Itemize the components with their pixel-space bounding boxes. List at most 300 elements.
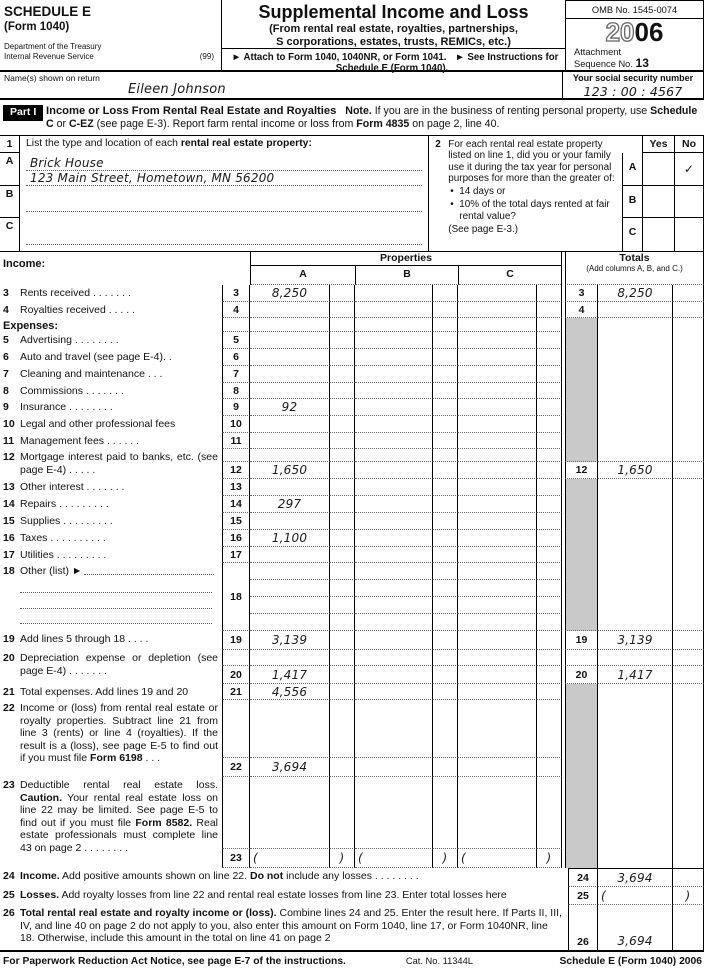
amount-cell-b[interactable] xyxy=(355,700,433,758)
amount-cell-b[interactable] xyxy=(355,366,433,383)
amount-cell-b[interactable] xyxy=(355,462,433,479)
name-input[interactable]: Eileen Johnson xyxy=(128,82,226,97)
amount-cell-bc[interactable] xyxy=(433,285,458,302)
amount-cell-a[interactable] xyxy=(250,650,330,666)
amount-cell-c[interactable] xyxy=(458,650,537,666)
amount-cell-ac[interactable] xyxy=(330,302,355,318)
amount-cell-cc[interactable] xyxy=(537,349,562,366)
amount-cell-cc[interactable] xyxy=(537,700,562,758)
amount-cell-b[interactable] xyxy=(355,349,433,366)
amount-cell-b[interactable] xyxy=(355,563,433,580)
amount-cell-b[interactable] xyxy=(355,758,433,777)
totals-cents[interactable] xyxy=(673,758,704,777)
line-label: 3 Rents received . . . . . . . xyxy=(3,287,131,299)
totals-line-number xyxy=(565,399,598,416)
totals-cents[interactable] xyxy=(673,332,704,349)
amount-cell-c[interactable] xyxy=(458,399,537,416)
amount-cell-a[interactable] xyxy=(250,580,330,597)
amount-cell-a[interactable] xyxy=(250,700,330,758)
amount-cell-cc[interactable] xyxy=(537,650,562,666)
amount-cell-a[interactable]: 4,556 xyxy=(250,684,330,700)
amount-cell-bc[interactable] xyxy=(433,777,458,849)
amount-cell-cc[interactable] xyxy=(537,513,562,530)
totals-amount[interactable]: 1,650 xyxy=(598,462,673,479)
amount-cell-cc[interactable] xyxy=(537,399,562,416)
property-c-no-box[interactable] xyxy=(674,218,703,251)
amount-cell-a[interactable] xyxy=(250,349,330,366)
totals-cents[interactable] xyxy=(673,479,704,496)
amount-cell-a[interactable] xyxy=(250,416,330,433)
amount-cell-ac[interactable] xyxy=(330,285,355,302)
line-label: 25 Losses. Add royalty losses from line 22 and rental real estate losses from line 23. Enter total losses here xyxy=(3,889,507,901)
line-11-row xyxy=(0,433,704,449)
amount-cell-bc[interactable] xyxy=(433,349,458,366)
amount-cell-bc[interactable] xyxy=(433,684,458,700)
amount-cell-b[interactable] xyxy=(355,530,433,547)
amount-cell-c[interactable] xyxy=(458,700,537,758)
totals-amount[interactable] xyxy=(598,416,673,433)
totals-amount[interactable] xyxy=(598,366,673,383)
amount-cell-a[interactable] xyxy=(250,479,330,496)
amount-cell-cc[interactable] xyxy=(537,318,562,332)
amount-cell-a[interactable]: 1,650 xyxy=(250,462,330,479)
line2-number: 2 xyxy=(435,139,441,150)
amount-cell-b[interactable] xyxy=(355,684,433,700)
amount-cell-ac[interactable] xyxy=(330,614,355,631)
amount-cell-bc[interactable] xyxy=(433,563,458,580)
amount-cell-bc[interactable] xyxy=(433,547,458,563)
totals-line-number: 25 xyxy=(568,887,598,905)
amount-cell-a[interactable] xyxy=(250,302,330,318)
amount-cell-b[interactable] xyxy=(355,318,433,332)
totals-line-number xyxy=(565,758,598,777)
property-c-letter: C xyxy=(0,218,20,251)
amount-cell-c[interactable] xyxy=(458,383,537,399)
amount-cell-b[interactable] xyxy=(355,547,433,563)
amount-cell-bc[interactable] xyxy=(433,700,458,758)
amount-cell-b[interactable] xyxy=(355,597,433,614)
line-12-row xyxy=(0,449,704,479)
amount-cell-b[interactable] xyxy=(355,777,433,849)
amount-cell-ac[interactable] xyxy=(330,513,355,530)
amount-cell-c[interactable] xyxy=(458,433,537,449)
totals-cents[interactable] xyxy=(673,366,704,383)
amount-cell-b[interactable]: ( xyxy=(355,849,433,868)
line-label: 21 Total expenses. Add lines 19 and 20 xyxy=(3,686,189,698)
amount-cell-cc[interactable] xyxy=(537,777,562,849)
amount-cell-ac[interactable] xyxy=(330,547,355,563)
totals-cents[interactable] xyxy=(673,462,704,479)
amount-cell-ac[interactable] xyxy=(330,496,355,513)
amount-cell-bc[interactable] xyxy=(433,496,458,513)
other-list-field[interactable] xyxy=(20,593,212,609)
amount-cell-bc[interactable] xyxy=(433,597,458,614)
amount-cell-a[interactable] xyxy=(250,547,330,563)
totals-cents[interactable] xyxy=(673,700,704,758)
title-block xyxy=(222,0,565,74)
amount-cell-c[interactable] xyxy=(458,285,537,302)
amount-cell-c[interactable] xyxy=(458,479,537,496)
amount-cell-b[interactable] xyxy=(355,383,433,399)
amount-cell-b[interactable] xyxy=(355,332,433,349)
totals-amount[interactable] xyxy=(598,479,673,496)
amount-cell-a[interactable]: 3,694 xyxy=(250,758,330,777)
other-list-field[interactable] xyxy=(20,578,212,594)
amount-cell-c[interactable] xyxy=(458,449,537,462)
expenses-section-row xyxy=(0,318,704,332)
amount-cell-c[interactable]: ( xyxy=(458,849,537,868)
amount-cell-cc[interactable] xyxy=(537,758,562,777)
totals-amount[interactable]: 3,139 xyxy=(598,631,673,650)
form-subtitle-1: (From rental real estate, royalties, partnerships, xyxy=(269,23,518,35)
amount-cell-cc[interactable] xyxy=(537,462,562,479)
line-number-cell xyxy=(222,449,250,462)
amount-cell-a[interactable] xyxy=(250,332,330,349)
amount-cell-cc[interactable]: ) xyxy=(537,849,562,868)
totals-line-number: 12 xyxy=(565,462,598,479)
amount-cell-b[interactable] xyxy=(355,285,433,302)
amount-cell-b[interactable] xyxy=(355,513,433,530)
totals-amount[interactable] xyxy=(598,700,673,758)
amount-cell-b[interactable] xyxy=(355,399,433,416)
totals-cents[interactable] xyxy=(673,905,704,950)
totals-cents[interactable] xyxy=(673,349,704,366)
amount-cell-c[interactable] xyxy=(458,666,537,684)
amount-cell-a[interactable] xyxy=(250,318,330,332)
line2-bullet-1: 14 days or xyxy=(459,186,506,198)
amount-cell-cc[interactable] xyxy=(537,383,562,399)
amount-cell-cc[interactable] xyxy=(537,614,562,631)
amount-cell-a[interactable] xyxy=(250,614,330,631)
line-number-cell: 5 xyxy=(222,332,250,349)
amount-cell-ac[interactable] xyxy=(330,462,355,479)
property-b-field[interactable] xyxy=(26,197,422,212)
amount-cell-cc[interactable] xyxy=(537,302,562,318)
totals-cents[interactable] xyxy=(673,650,704,666)
amount-cell-b[interactable] xyxy=(355,449,433,462)
line-number-cell: 20 xyxy=(222,666,250,684)
other-list-field[interactable] xyxy=(84,565,214,575)
line2-bullet-2: 10% of the total days rented at fair rental value? xyxy=(459,199,610,222)
amount-cell-bc[interactable] xyxy=(433,650,458,666)
amount-cell-bc[interactable] xyxy=(433,631,458,650)
amount-cell-cc[interactable] xyxy=(537,631,562,650)
totals-cents[interactable] xyxy=(673,563,704,631)
totals-cents[interactable] xyxy=(673,449,704,462)
line-10-row xyxy=(0,416,704,433)
amount-cell-a[interactable] xyxy=(250,513,330,530)
amount-cell-cc[interactable] xyxy=(537,479,562,496)
amount-cell-bc[interactable] xyxy=(433,758,458,777)
amount-cell-c[interactable] xyxy=(458,366,537,383)
amount-cell-b[interactable] xyxy=(355,614,433,631)
part1-title: Income or Loss From Rental Real Estate and Royalties xyxy=(46,105,337,117)
amount-cell-bc[interactable] xyxy=(433,462,458,479)
totals-amount[interactable] xyxy=(598,383,673,399)
answer-c-letter: C xyxy=(622,218,642,251)
totals-amount[interactable] xyxy=(598,530,673,547)
amount-cell-cc[interactable] xyxy=(537,416,562,433)
totals-cents[interactable] xyxy=(673,530,704,547)
totals-amount[interactable] xyxy=(598,349,673,366)
amount-cell-b[interactable] xyxy=(355,479,433,496)
amount-cell-a[interactable]: 8,250 xyxy=(250,285,330,302)
amount-cell-c[interactable] xyxy=(458,597,537,614)
amount-cell-c[interactable] xyxy=(458,777,537,849)
no-column-header: No xyxy=(674,136,703,153)
totals-amount[interactable] xyxy=(598,399,673,416)
line-3-row xyxy=(0,285,704,302)
amount-cell-a[interactable]: 3,139 xyxy=(250,631,330,650)
totals-amount[interactable] xyxy=(598,449,673,462)
amount-cell-ac[interactable] xyxy=(330,758,355,777)
amount-cell-b[interactable] xyxy=(355,496,433,513)
line-24-row xyxy=(0,868,704,887)
amount-cell-ac[interactable] xyxy=(330,597,355,614)
totals-amount[interactable] xyxy=(598,563,673,631)
totals-amount[interactable]: 1,417 xyxy=(598,666,673,684)
amount-cell-ac[interactable] xyxy=(330,416,355,433)
line2-question: For each rental real estate property listed on line 1, did you or your family use it during the tax year for personal purposes for more than the greater of: xyxy=(448,139,615,184)
totals-cents[interactable] xyxy=(673,547,704,563)
amount-cell-a[interactable]: 92 xyxy=(250,399,330,416)
amount-cell-c[interactable] xyxy=(458,580,537,597)
amount-cell-c[interactable] xyxy=(458,631,537,650)
amount-cell-bc[interactable] xyxy=(433,332,458,349)
totals-cents[interactable] xyxy=(673,666,704,684)
amount-cell-a[interactable] xyxy=(250,366,330,383)
schedule-name: SCHEDULE E xyxy=(4,4,92,19)
amount-cell-bc[interactable] xyxy=(433,479,458,496)
property-b-letter: B xyxy=(0,186,20,218)
amount-cell-ac[interactable]: ) xyxy=(330,849,355,868)
sequence-number: 13 xyxy=(635,55,649,70)
amount-cell-bc[interactable] xyxy=(433,399,458,416)
amount-cell-c[interactable] xyxy=(458,513,537,530)
totals-amount[interactable] xyxy=(598,332,673,349)
amount-cell-b[interactable] xyxy=(355,433,433,449)
amount-cell-c[interactable] xyxy=(458,302,537,318)
amount-cell-bc[interactable] xyxy=(433,614,458,631)
totals-cents[interactable] xyxy=(673,496,704,513)
amount-cell-bc[interactable] xyxy=(433,433,458,449)
totals-cents[interactable] xyxy=(673,631,704,650)
totals-amount[interactable] xyxy=(598,650,673,666)
totals-amount[interactable]: 8,250 xyxy=(598,285,673,302)
property-a-name-value: Brick House xyxy=(30,156,104,170)
totals-amount[interactable] xyxy=(598,433,673,449)
amount-cell-ac[interactable] xyxy=(330,366,355,383)
amount-cell-bc[interactable] xyxy=(433,416,458,433)
amount-cell-bc[interactable] xyxy=(433,580,458,597)
line-label: 14 Repairs . . . . . . . . . xyxy=(3,498,109,510)
amount-cell-c[interactable] xyxy=(458,462,537,479)
property-b-no-box[interactable] xyxy=(674,186,703,218)
amount-cell-bc[interactable] xyxy=(433,449,458,462)
amount-cell-b[interactable] xyxy=(355,631,433,650)
amount-cell-a[interactable] xyxy=(250,777,330,849)
amount-cell-cc[interactable] xyxy=(537,332,562,349)
line-number-cell: 7 xyxy=(222,366,250,383)
amount-cell-bc[interactable] xyxy=(433,530,458,547)
amount-cell-cc[interactable] xyxy=(537,597,562,614)
totals-cents[interactable] xyxy=(673,777,704,849)
totals-amount[interactable] xyxy=(598,318,673,332)
amount-cell-c[interactable] xyxy=(458,563,537,580)
amount-cell-bc[interactable] xyxy=(433,513,458,530)
amount-cell-ac[interactable] xyxy=(330,399,355,416)
amount-cell-b[interactable] xyxy=(355,302,433,318)
amount-cell-ac[interactable] xyxy=(330,666,355,684)
totals-cents[interactable] xyxy=(673,399,704,416)
totals-amount[interactable]: 3,694 xyxy=(598,868,673,887)
totals-cents[interactable] xyxy=(673,513,704,530)
line-label: 10 Legal and other professional fees xyxy=(3,418,176,430)
amount-cell-ac[interactable] xyxy=(330,318,355,332)
totals-cents[interactable] xyxy=(673,868,704,887)
amount-cell-ac[interactable] xyxy=(330,563,355,580)
totals-cents[interactable] xyxy=(673,684,704,700)
totals-cents[interactable] xyxy=(673,285,704,302)
amount-cell-ac[interactable] xyxy=(330,777,355,849)
line-number-cell: 14 xyxy=(222,496,250,513)
totals-amount[interactable] xyxy=(598,302,673,318)
amount-cell-b[interactable] xyxy=(355,416,433,433)
property-a-name-field[interactable] xyxy=(26,156,422,171)
irs-line: Internal Revenue Service xyxy=(4,51,94,61)
amount-cell-a[interactable]: 1,417 xyxy=(250,666,330,684)
line-label: 23 Deductible rental real estate loss. Caution. Your rental real estate loss on line 22 may be limited. See page E-5 to find out if you must file Form 8582. Real estate professionals must complete line 43 on page 2 . . . . . . . . xyxy=(3,779,218,854)
amount-cell-cc[interactable] xyxy=(537,563,562,580)
line-number-cell: 19 xyxy=(222,631,250,650)
property-a-address-field[interactable] xyxy=(26,171,422,186)
amount-cell-cc[interactable] xyxy=(537,547,562,563)
amount-cell-bc[interactable] xyxy=(433,383,458,399)
line2-block xyxy=(429,136,622,251)
property-a-yes-box[interactable] xyxy=(642,153,674,186)
amount-cell-ac[interactable] xyxy=(330,349,355,366)
amount-cell-c[interactable] xyxy=(458,332,537,349)
form-footer xyxy=(0,950,704,967)
amount-cell-c[interactable] xyxy=(458,416,537,433)
bullet-icon: • xyxy=(450,186,454,198)
totals-amount[interactable] xyxy=(598,849,673,868)
totals-cents[interactable] xyxy=(673,383,704,399)
amount-cell-ac[interactable] xyxy=(330,332,355,349)
amount-cell-c[interactable] xyxy=(458,349,537,366)
amount-cell-cc[interactable] xyxy=(537,580,562,597)
amount-cell-c[interactable] xyxy=(458,614,537,631)
totals-amount[interactable] xyxy=(598,777,673,849)
totals-amount[interactable] xyxy=(598,547,673,563)
totals-cents[interactable] xyxy=(673,433,704,449)
column-b-header: B xyxy=(356,266,459,285)
amount-cell-c[interactable] xyxy=(458,684,537,700)
ssn-input[interactable]: 123 : 00 : 4567 xyxy=(583,84,683,99)
amount-cell-ac[interactable] xyxy=(330,530,355,547)
amount-cell-bc[interactable] xyxy=(433,366,458,383)
amount-cell-a[interactable]: ( xyxy=(250,849,330,868)
amount-cell-a[interactable] xyxy=(250,449,330,462)
amount-cell-ac[interactable] xyxy=(330,631,355,650)
amount-cell-bc[interactable] xyxy=(433,666,458,684)
totals-cents[interactable] xyxy=(673,302,704,318)
line-13-row xyxy=(0,479,704,496)
summary-lines xyxy=(0,868,704,950)
omb-number: OMB No. 1545-0074 xyxy=(566,1,703,19)
amount-cell-cc[interactable] xyxy=(537,285,562,302)
amount-cell-bc[interactable]: ) xyxy=(433,849,458,868)
amount-cell-a[interactable] xyxy=(250,597,330,614)
amount-cell-ac[interactable] xyxy=(330,433,355,449)
totals-line-number xyxy=(565,496,598,513)
totals-cents[interactable]: ) xyxy=(673,887,704,905)
amount-cell-a[interactable]: 1,100 xyxy=(250,530,330,547)
line-label: 17 Utilities . . . . . . . . . xyxy=(3,549,107,561)
amount-cell-b[interactable] xyxy=(355,580,433,597)
amount-cell-bc[interactable] xyxy=(433,302,458,318)
totals-amount[interactable] xyxy=(598,684,673,700)
property-c-yes-box[interactable] xyxy=(642,218,674,251)
amount-cell-c[interactable] xyxy=(458,496,537,513)
amount-cell-ac[interactable] xyxy=(330,449,355,462)
totals-cents[interactable] xyxy=(673,318,704,332)
totals-cents[interactable] xyxy=(673,416,704,433)
totals-amount[interactable]: ( xyxy=(598,887,673,905)
totals-cents[interactable] xyxy=(673,849,704,868)
amount-cell-ac[interactable] xyxy=(330,684,355,700)
amount-cell-c[interactable] xyxy=(458,547,537,563)
amount-cell-c[interactable] xyxy=(458,530,537,547)
property-a-no-box[interactable] xyxy=(674,153,703,186)
totals-amount[interactable]: 3,694 xyxy=(598,905,673,950)
amount-cell-a[interactable] xyxy=(250,563,330,580)
amount-cell-cc[interactable] xyxy=(537,666,562,684)
amount-cell-cc[interactable] xyxy=(537,530,562,547)
amount-cell-cc[interactable] xyxy=(537,433,562,449)
amount-cell-ac[interactable] xyxy=(330,383,355,399)
property-c-field[interactable] xyxy=(26,230,422,245)
amount-cell-c[interactable] xyxy=(458,318,537,332)
amount-cell-b[interactable] xyxy=(355,650,433,666)
totals-line-number xyxy=(565,318,598,332)
amount-cell-a[interactable]: 297 xyxy=(250,496,330,513)
form-number: (Form 1040) xyxy=(4,21,70,33)
line1-number: 1 xyxy=(0,136,20,153)
amount-cell-ac[interactable] xyxy=(330,479,355,496)
amount-cell-cc[interactable] xyxy=(537,366,562,383)
line-number-cell: 9 xyxy=(222,399,250,416)
amount-cell-cc[interactable] xyxy=(537,449,562,462)
amount-cell-a[interactable] xyxy=(250,433,330,449)
amount-cell-cc[interactable] xyxy=(537,684,562,700)
amount-cell-c[interactable] xyxy=(458,758,537,777)
amount-cell-a[interactable] xyxy=(250,383,330,399)
amount-cell-bc[interactable] xyxy=(433,318,458,332)
amount-cell-cc[interactable] xyxy=(537,496,562,513)
amount-cell-ac[interactable] xyxy=(330,650,355,666)
totals-amount[interactable] xyxy=(598,496,673,513)
amount-cell-ac[interactable] xyxy=(330,580,355,597)
amount-cell-ac[interactable] xyxy=(330,700,355,758)
property-b-yes-box[interactable] xyxy=(642,186,674,218)
attachment-sequence xyxy=(566,47,703,69)
amount-cell-b[interactable] xyxy=(355,666,433,684)
checkmark-icon: ✓ xyxy=(683,162,695,176)
totals-amount[interactable] xyxy=(598,758,673,777)
other-list-field[interactable] xyxy=(20,609,212,625)
totals-amount[interactable] xyxy=(598,513,673,530)
